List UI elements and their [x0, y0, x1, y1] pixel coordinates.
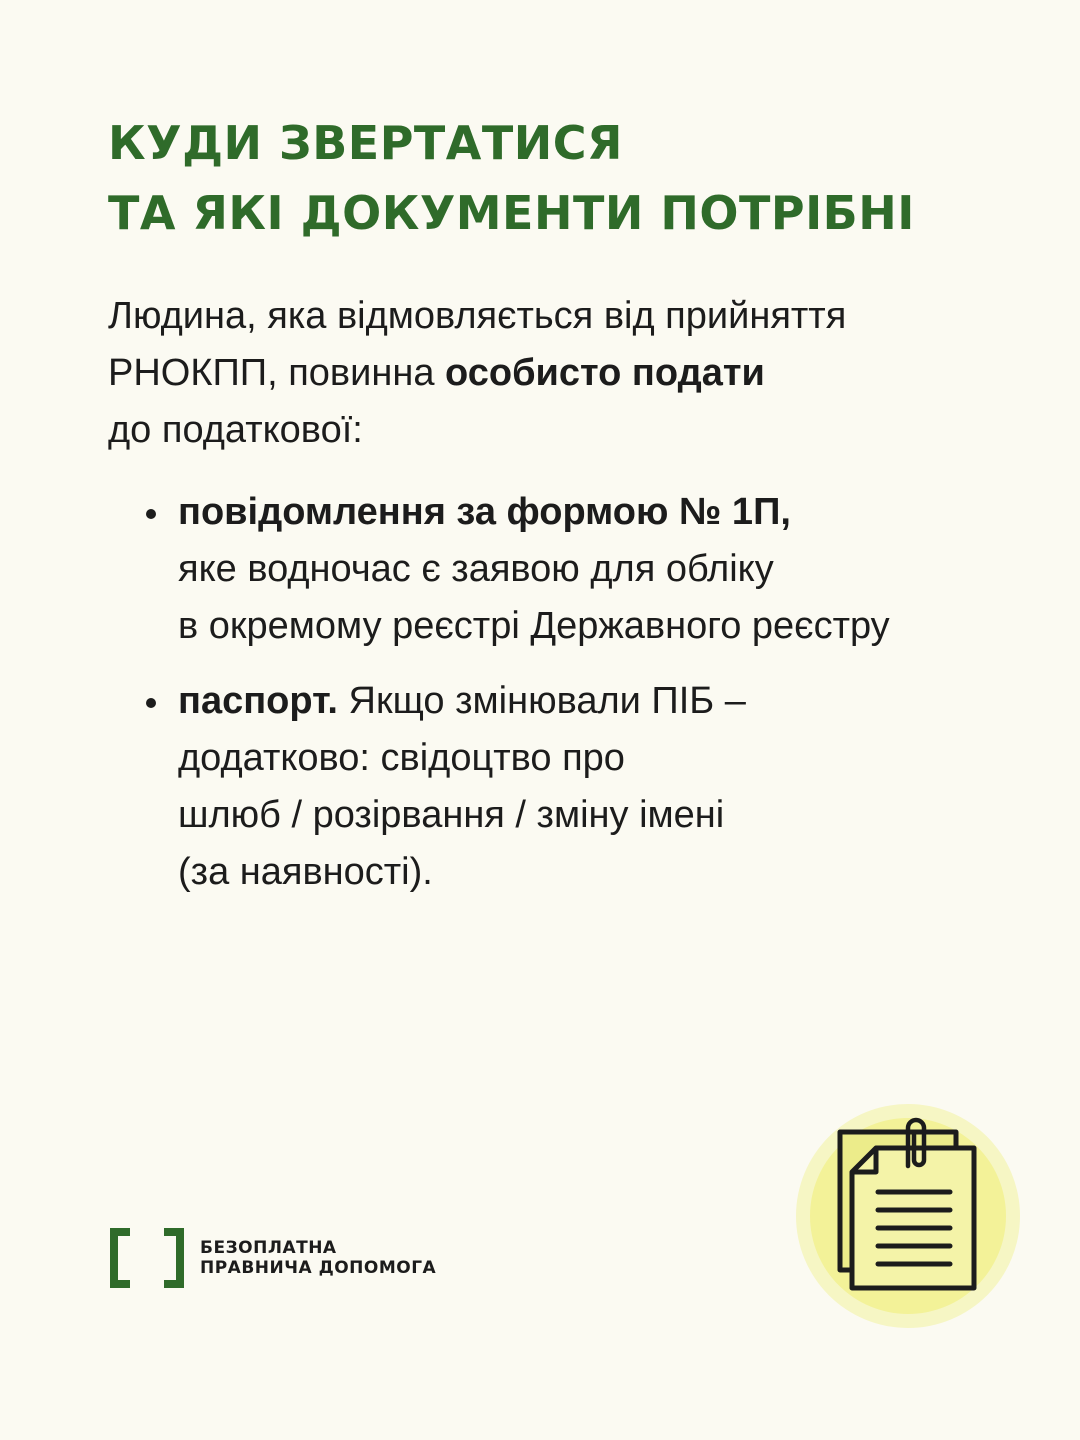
- page-title-line-1: КУДИ ЗВЕРТАТИСЯ: [108, 116, 623, 170]
- notification-form-line-3: в окремому реєстрі Державного реєстру: [178, 605, 890, 647]
- bullet-icon: [146, 698, 156, 708]
- passport-line-1-rest: Якщо змінювали ПІБ –: [337, 680, 746, 722]
- notification-form-line-2: яке водночас є заявою для обліку: [178, 548, 774, 590]
- intro-line-3: до податкової:: [108, 409, 363, 451]
- intro-paragraph: [108, 288, 846, 459]
- notification-form-title: [178, 484, 890, 541]
- bullet-icon: [146, 509, 156, 519]
- passport-bold: паспорт.: [178, 680, 338, 722]
- intro-line-1: Людина, яка відмовляється від прийняття: [108, 295, 847, 337]
- documents-paperclip-icon: [790, 1098, 1030, 1338]
- page-title: [108, 108, 915, 248]
- logo-text-line-1: БЕЗОПЛАТНА: [200, 1238, 337, 1258]
- intro-line-2: [108, 345, 846, 402]
- notification-form-bold: повідомлення за формою № 1П,: [178, 491, 791, 533]
- list-item-passport: [108, 673, 890, 901]
- passport-line-4: (за наявності).: [178, 851, 433, 893]
- logo-text: [200, 1238, 436, 1278]
- logo-text-line-2: ПРАВНИЧА ДОПОМОГА: [200, 1258, 437, 1278]
- page-title-line-2: ТА ЯКІ ДОКУМЕНТИ ПОТРІБНІ: [108, 186, 915, 240]
- passport-line-2: додатково: свідоцтво про: [178, 737, 625, 779]
- intro-line-2-text: РНОКПП, повинна: [108, 352, 446, 394]
- organization-logo: [110, 1228, 436, 1288]
- passport-line-3: шлюб / розірвання / зміну імені: [178, 794, 725, 836]
- bracket-logo-icon: [110, 1228, 184, 1288]
- intro-emphasis: особисто подати: [445, 352, 765, 394]
- passport-line-1: [178, 673, 890, 730]
- documents-list: [108, 484, 890, 919]
- list-item-notification-form: [108, 484, 890, 655]
